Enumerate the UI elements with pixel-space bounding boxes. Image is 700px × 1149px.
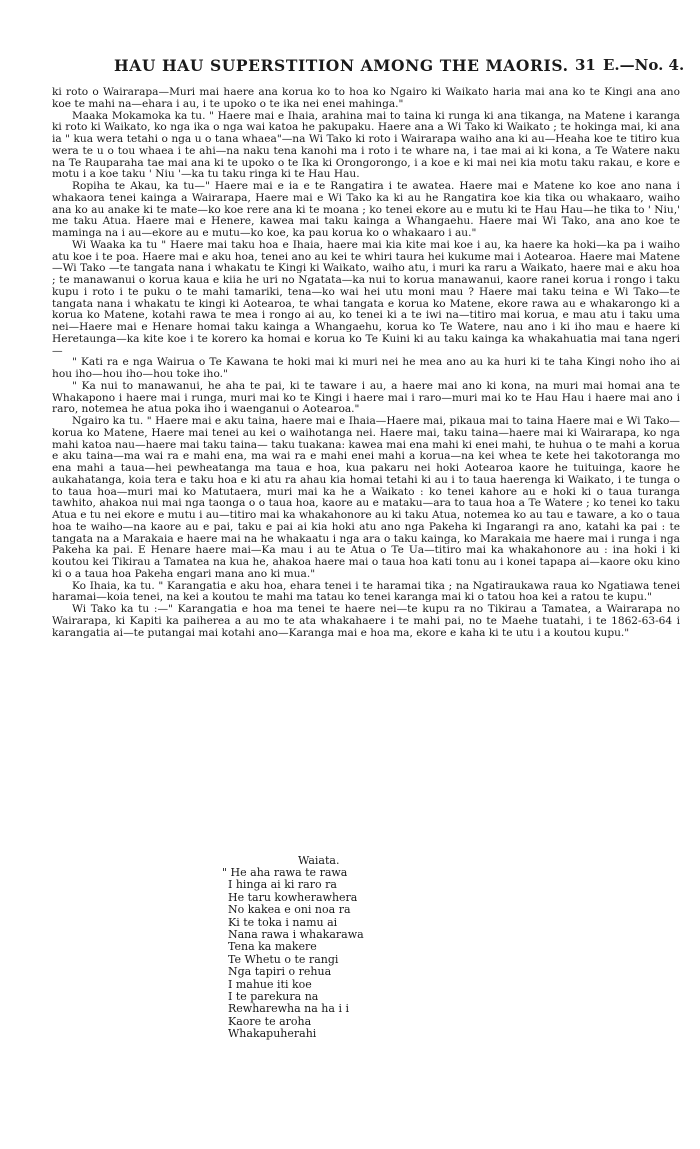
verse-line: Tena ka makere <box>228 940 317 954</box>
paragraph: Maaka Mokamoka ka tu. " Haere mai e Ihaia, arahina mai to taina ki runga ki ana tikanga, na Matene i karanga ki roto ki Waikato, ko nga ika o nga wai katoa he pakupaku. Haere ana a Wi Tako ki Waikato ; te hokinga mai, ki ana ia " kua wera tetahi o nga u o tana whaea"—na Wi Tako ki roto i Wairarapa waiho ana ki au—Heaha koe te titiro kua wera te u o tou whaea i te ahi—na naku tena kanohi ma i roto i te whare na, i tae mai ai ki kona, a Te Watere naku na Te Rauparaha tae mai ana ki te upoko o te Ika ki Orongorongo, i a koe e ki mai nei kia motu taku rakau, e kore e motu i a koe taku ' Niu '—ka tu taku ringa ki te Hau Hau. <box>52 109 680 181</box>
verse-line: Kaore te aroha <box>228 1014 312 1028</box>
document-reference: E.—No. 4. <box>603 56 685 74</box>
waiata-heading: Waiata. <box>298 854 340 867</box>
paragraph: ki roto o Wairarapa—Muri mai haere ana korua ko to hoa ko Ngairo ki Waikato haria mai ana ko te Kingi ana ano koe te mahi na—ehara i au, i te upoko o te ika nei enei mahinga." <box>52 86 680 110</box>
verse-line: Ki te toka i namu ai <box>228 915 338 929</box>
verse-line: I mahue iti koe <box>228 977 312 991</box>
paragraph: Wi Tako ka tu :—" Karangatia e hoa ma tenei te haere nei—te kupu ra no Tikirau a Tamatea, a Wairarapa no Wairarapa, ki Kapiti ka paiherea a au mo te ata whakahaere i te mahi pai, no te Maehe tuatahi, i te 1862-63-64 i karangatia ai—te putangai mai kotahi ano—Karanga mai e hoa ma, ekore e kaha ki te utu i a koutou kupu." <box>52 603 680 639</box>
verse-line: I te parekura na <box>228 990 319 1004</box>
running-title: HAU HAU SUPERSTITION AMONG THE MAORIS. <box>114 56 569 75</box>
verse-line: Whakapuherahi <box>228 1027 317 1041</box>
verse-line: Rewharewha na ha i i <box>228 1002 349 1016</box>
verse-line: He taru kowherawhera <box>228 890 358 904</box>
body-text <box>52 87 680 639</box>
paragraph: " Ka nui to manawanui, he aha te pai, ki te taware i au, a haere mai ano ki kona, na muri mai homai ana te Whakapono i haere mai i runga, muri mai ko te Kingi i haere mai i raro—muri mai ko te Hau Hau i haere mai ano i raro, notemea he atua poka iho i waenganui o Aotearoa." <box>52 379 680 416</box>
verse-line: Nga tapiri o rehua <box>228 965 332 979</box>
page-number: 31 <box>575 56 596 74</box>
paragraph: Ko Ihaia, ka tu. " Karangatia e aku hoa, ehara tenei i te haramai tika ; na Ngatiraukawa raua ko Ngatiawa tenei haramai—koia tenei, na kei a koutou te mahi ma tatau ko tenei karanga mai ki o tatou hoa kei a ratou te kupu." <box>52 579 680 604</box>
verse-line: Te Whetu o te rangi <box>228 952 339 966</box>
verse-line: I hinga ai ki raro ra <box>228 878 337 892</box>
verse-line: Nana rawa i whakarawa <box>228 928 364 942</box>
verse-line: " He aha rawa te rawa <box>222 866 348 879</box>
paragraph: Wi Waaka ka tu " Haere mai taku hoa e Ihaia, haere mai kia kite mai koe i au, ka haere ka hoki—ka pa i waiho atu koe i te poa. Haere mai e aku hoa, tenei ano au kei te whiri taura hei kukume mai i Aotearoa. Haere mai Matene—Wi Tako —te tangata nana i whakatu te Kingi ki Waikato, waiho atu, i muri ka raru a Waikato, haere mai e aku hoa ; te manawanui o korua kaua e kiia he uri no Ngatata—ka nui to korua manawanui, kaore ranei korua i rongo i taku kupu i roto i te puku o te mahi tamariki, tena—ko wai hei utu moni mau ? Haere mai taku teina e Wi Tako—te tangata nana i whakatu te kingi ki Aotearoa, te whai tangata e korua ko Matene, ekore rawa au e whakarongo ki a korua ko Matene, kotahi rawa te mea i rongo ai au, ko tenei ki a te iwi na—titiro mai korua, e mau atu i taku uma nei—Haere mai e Henare homai taku kainga a Whangaehu, korua ko Te Watere, nau ano i ki iho mau e haere ki Heretaunga—ka kite koe i te korero ka homai e korua ko Te Kuini ki au taku kainga ka whakahuatia mai tana ngeri— <box>52 238 680 357</box>
page-header <box>50 56 685 78</box>
verse-line: No kakea e oni noa ra <box>228 903 351 917</box>
paragraph: " Kati ra e nga Wairua o Te Kawana te hoki mai ki muri nei he mea ano au ka huri ki te taha Kingi noho iho ai hou iho—hou iho—hou toke iho." <box>52 356 680 380</box>
paragraph: Ropiha te Akau, ka tu—" Haere mai e ia e te Rangatira i te awatea. Haere mai e Matene ko koe ano nana i whakaora tenei kainga a Wairarapa, Haere mai e Wi Tako ka ki au he Rangatira koe kia tika ou whakaaro, waiho ana ko au anake ki te mate—ko koe rere ana ki te moana ; ko tenei ekore au e mutu ki te Hau Hau—he tika to ' Niu,' me taku Atua. Haere mai e Henere, kawea mai taku kainga a Whangaehu. Haere mai Wi Tako, ana ano koe te maminga na i au—ekore au e mutu—ko koe, ka pau korua ko o whakaaro i au." <box>52 180 680 239</box>
paragraph: Ngairo ka tu. " Haere mai e aku taina, haere mai e Ihaia—Haere mai, pikaua mai to taina Haere mai e Wi Tako—korua ko Matene, Haere mai tenei au kei o waihotanga nei. Haere mai, taku taina—haere mai ki Wairarapa, ko nga mahi katoa nau—haere mai taku taina— taku tuakana: kawea mai ena mahi ki enei mahi, te huhua o te mahi a korua e aku taina—ma wai ra e mahi ena, ma wai ra e mahi enei mahi a korua—na kei whea te kete hei takotoranga mo ena mahi a taua—hei pewheatanga ma taua e hoa, kua pakaru nei hoki Aotearoa kaore he tuituinga, kaore he aukahatanga, koia tera e taku hoa e ki atu ra ahau kia homai tetahi ki au i to taua haerenga ki Waikato, i te tunga o to taua hoa—muri mai ko Matutaera, muri mai ka he a Waikato : ko tenei kahore au e hoki ki o taua turanga tawhito, ahakoa nui mai nga taonga o o taua hoa, kaore au e mataku—ara to taua hoa a Te Watere ; ko tenei ko taku Atua e tu nei ekore e mutu i au—titiro mai ka whakahonore au ki taku Atua, notemea ko au tau e taware, a ko o taua hoa te waiho—na kaore au e pai, taku e pai ai kia hoki atu ano nga Pakeha ki Ingarangi ra ano, katahi ka pai : te tangata na a Marakaia e haere mai na he whakaatu i nga ara o taku kainga, ko Marakaia me haere mai i runga i nga Pakeha ka pai. E Henare haere mai—Ka mau i au te Atua o Te Ua—titiro mai ka whakahonore au : ina hoki i ki koutou kei Tikirau a Tamatea na kua he, ahakoa haere mai o taua hoa kati tonu au i konei tapapa ai—kaore oku kino ki o a taua hoa Pakeha engari mana ano ki mua." <box>52 415 680 580</box>
waiata-verse <box>222 866 364 1041</box>
